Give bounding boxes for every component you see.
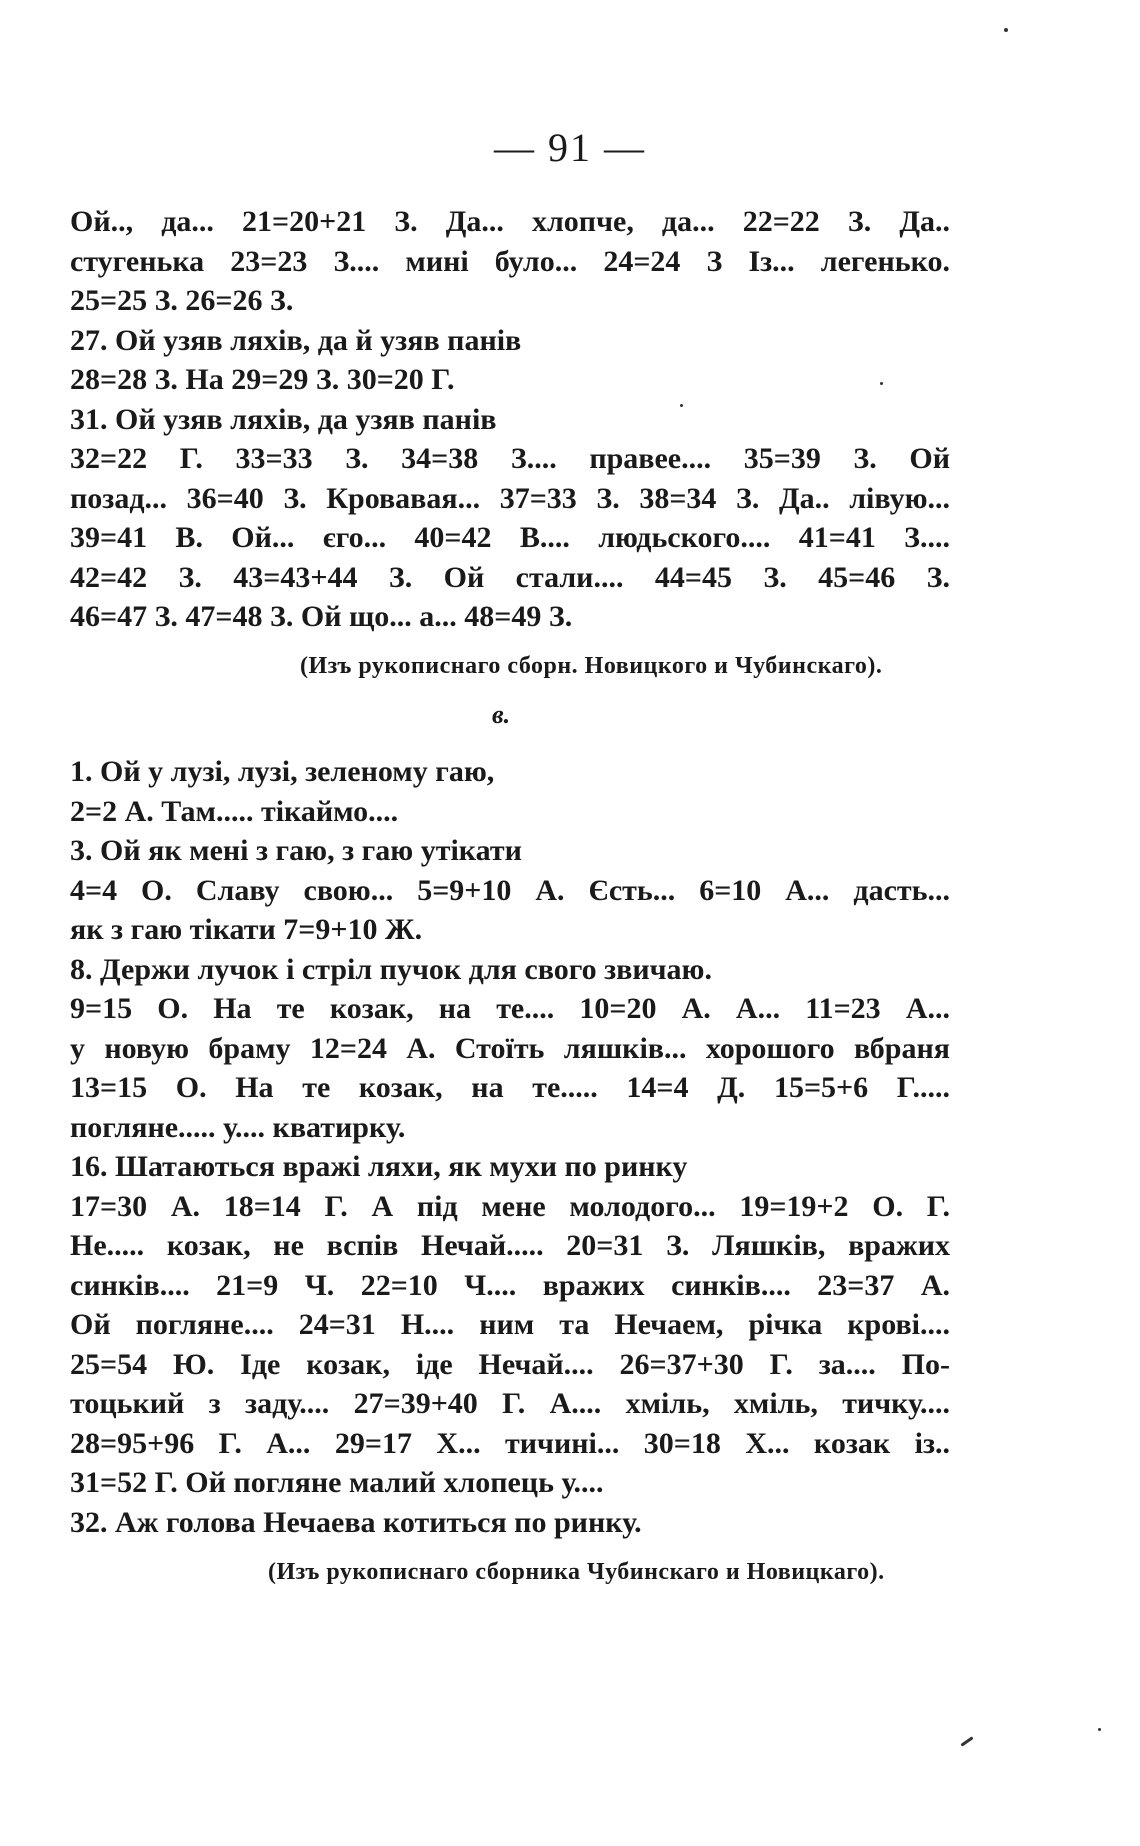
text-line: 42=42 З. 43=43+44 З. Ой стали.... 44=45 З. 45=46 З.: [70, 560, 950, 594]
text-line: погляне..... у.... кватирку.: [70, 1110, 406, 1144]
text-line: 31. Ой узяв ляхів, да узяв панів: [70, 402, 497, 436]
source-note-2: (Изъ рукописнаго сборника Чубинскаго и Новицкаго).: [268, 1559, 885, 1585]
text-line: 4=4 О. Славу свою... 5=9+10 А. Єсть... 6=10 А... дасть...: [70, 873, 950, 907]
text-line: 32=22 Г. 33=33 З. 34=38 З.... правее.... 35=39 З. Ой: [70, 442, 950, 475]
text-line: Не..... козак, не вспів Нечай..... 20=31 З. Ляшків, вражих: [70, 1229, 950, 1262]
text-line: стугенька 23=23 З.... мині було... 24=24 З Із... легенько.: [70, 244, 950, 278]
text-line: 32. Аж голова Нечаева котиться по ринку.: [70, 1505, 642, 1539]
text-line: 28=95+96 Г. А... 29=17 Х... тичині... 30=18 Х... козак із..: [70, 1426, 950, 1460]
text-line: 9=15 О. На те козак, на те.... 10=20 А. А... 11=23 А...: [70, 992, 950, 1025]
text-line: як з гаю тікати 7=9+10 Ж.: [70, 913, 423, 946]
text-line: позад... 36=40 З. Кровавая... 37=33 З. 38=34 З. Да.. лівую...: [70, 481, 950, 515]
text-line: 16. Шатаються вражі ляхи, як мухи по ринку: [70, 1150, 688, 1183]
section-letter: в.: [492, 700, 511, 729]
scan-speck: [680, 404, 683, 407]
text-line: синків.... 21=9 Ч. 22=10 Ч.... вражих синків.... 23=37 А.: [70, 1268, 950, 1302]
text-line: 1. Ой у лузі, лузі, зеленому гаю,: [70, 755, 495, 788]
scan-speck: [1004, 28, 1008, 32]
text-line: 3. Ой як мені з гаю, з гаю утікати: [70, 834, 522, 867]
text-line: 25=25 З. 26=26 З.: [70, 284, 294, 317]
scan-speck: [1098, 1728, 1101, 1731]
scan-speck: [880, 382, 883, 385]
text-line: 25=54 Ю. Іде козак, іде Нечай.... 26=37+30 Г. за.... По-: [70, 1347, 950, 1381]
text-line: 39=41 В. Ой... єго... 40=42 В.... людьского.... 41=41 З....: [70, 521, 950, 554]
text-line: 31=52 Г. Ой погляне малий хлопець у....: [70, 1466, 604, 1499]
text-line: тоцький з заду.... 27=39+40 Г. А.... хміль, хміль, тичку....: [70, 1387, 950, 1420]
text-line: 13=15 О. На те козак, на те..... 14=4 Д. 15=5+6 Г.....: [70, 1071, 950, 1104]
text-line: 28=28 З. На 29=29 З. 30=20 Г.: [70, 363, 455, 396]
text-line: Ой погляне.... 24=31 Н.... ним та Нечаем, річка крові....: [70, 1308, 950, 1341]
text-line: 46=47 З. 47=48 З. Ой що... а... 48=49 З.: [70, 600, 573, 633]
text-line: 27. Ой узяв ляхів, да й узяв панів: [70, 323, 522, 357]
text-line: 2=2 А. Там..... тікаймо....: [70, 794, 399, 828]
text-line: Ой.., да... 21=20+21 З. Да... хлопче, да... 22=22 З. Да..: [70, 205, 950, 238]
source-note-1: (Изъ рукописнаго сборн. Новицкого и Чубинскаго).: [300, 653, 883, 679]
text-line: у новую браму 12=24 А. Стоїть ляшків... хорошого вбраня: [70, 1031, 950, 1065]
text-line: 17=30 А. 18=14 Г. А під мене молодого... 19=19+2 О. Г.: [70, 1189, 950, 1223]
verse-variants-block-1: [70, 202, 950, 637]
verse-variants-block-2: [70, 752, 950, 1542]
page-number: — 91 —: [494, 125, 646, 170]
scan-speck: [960, 1736, 973, 1746]
text-line: 8. Держи лучок і стріл пучок для свого звичаю.: [70, 952, 712, 986]
